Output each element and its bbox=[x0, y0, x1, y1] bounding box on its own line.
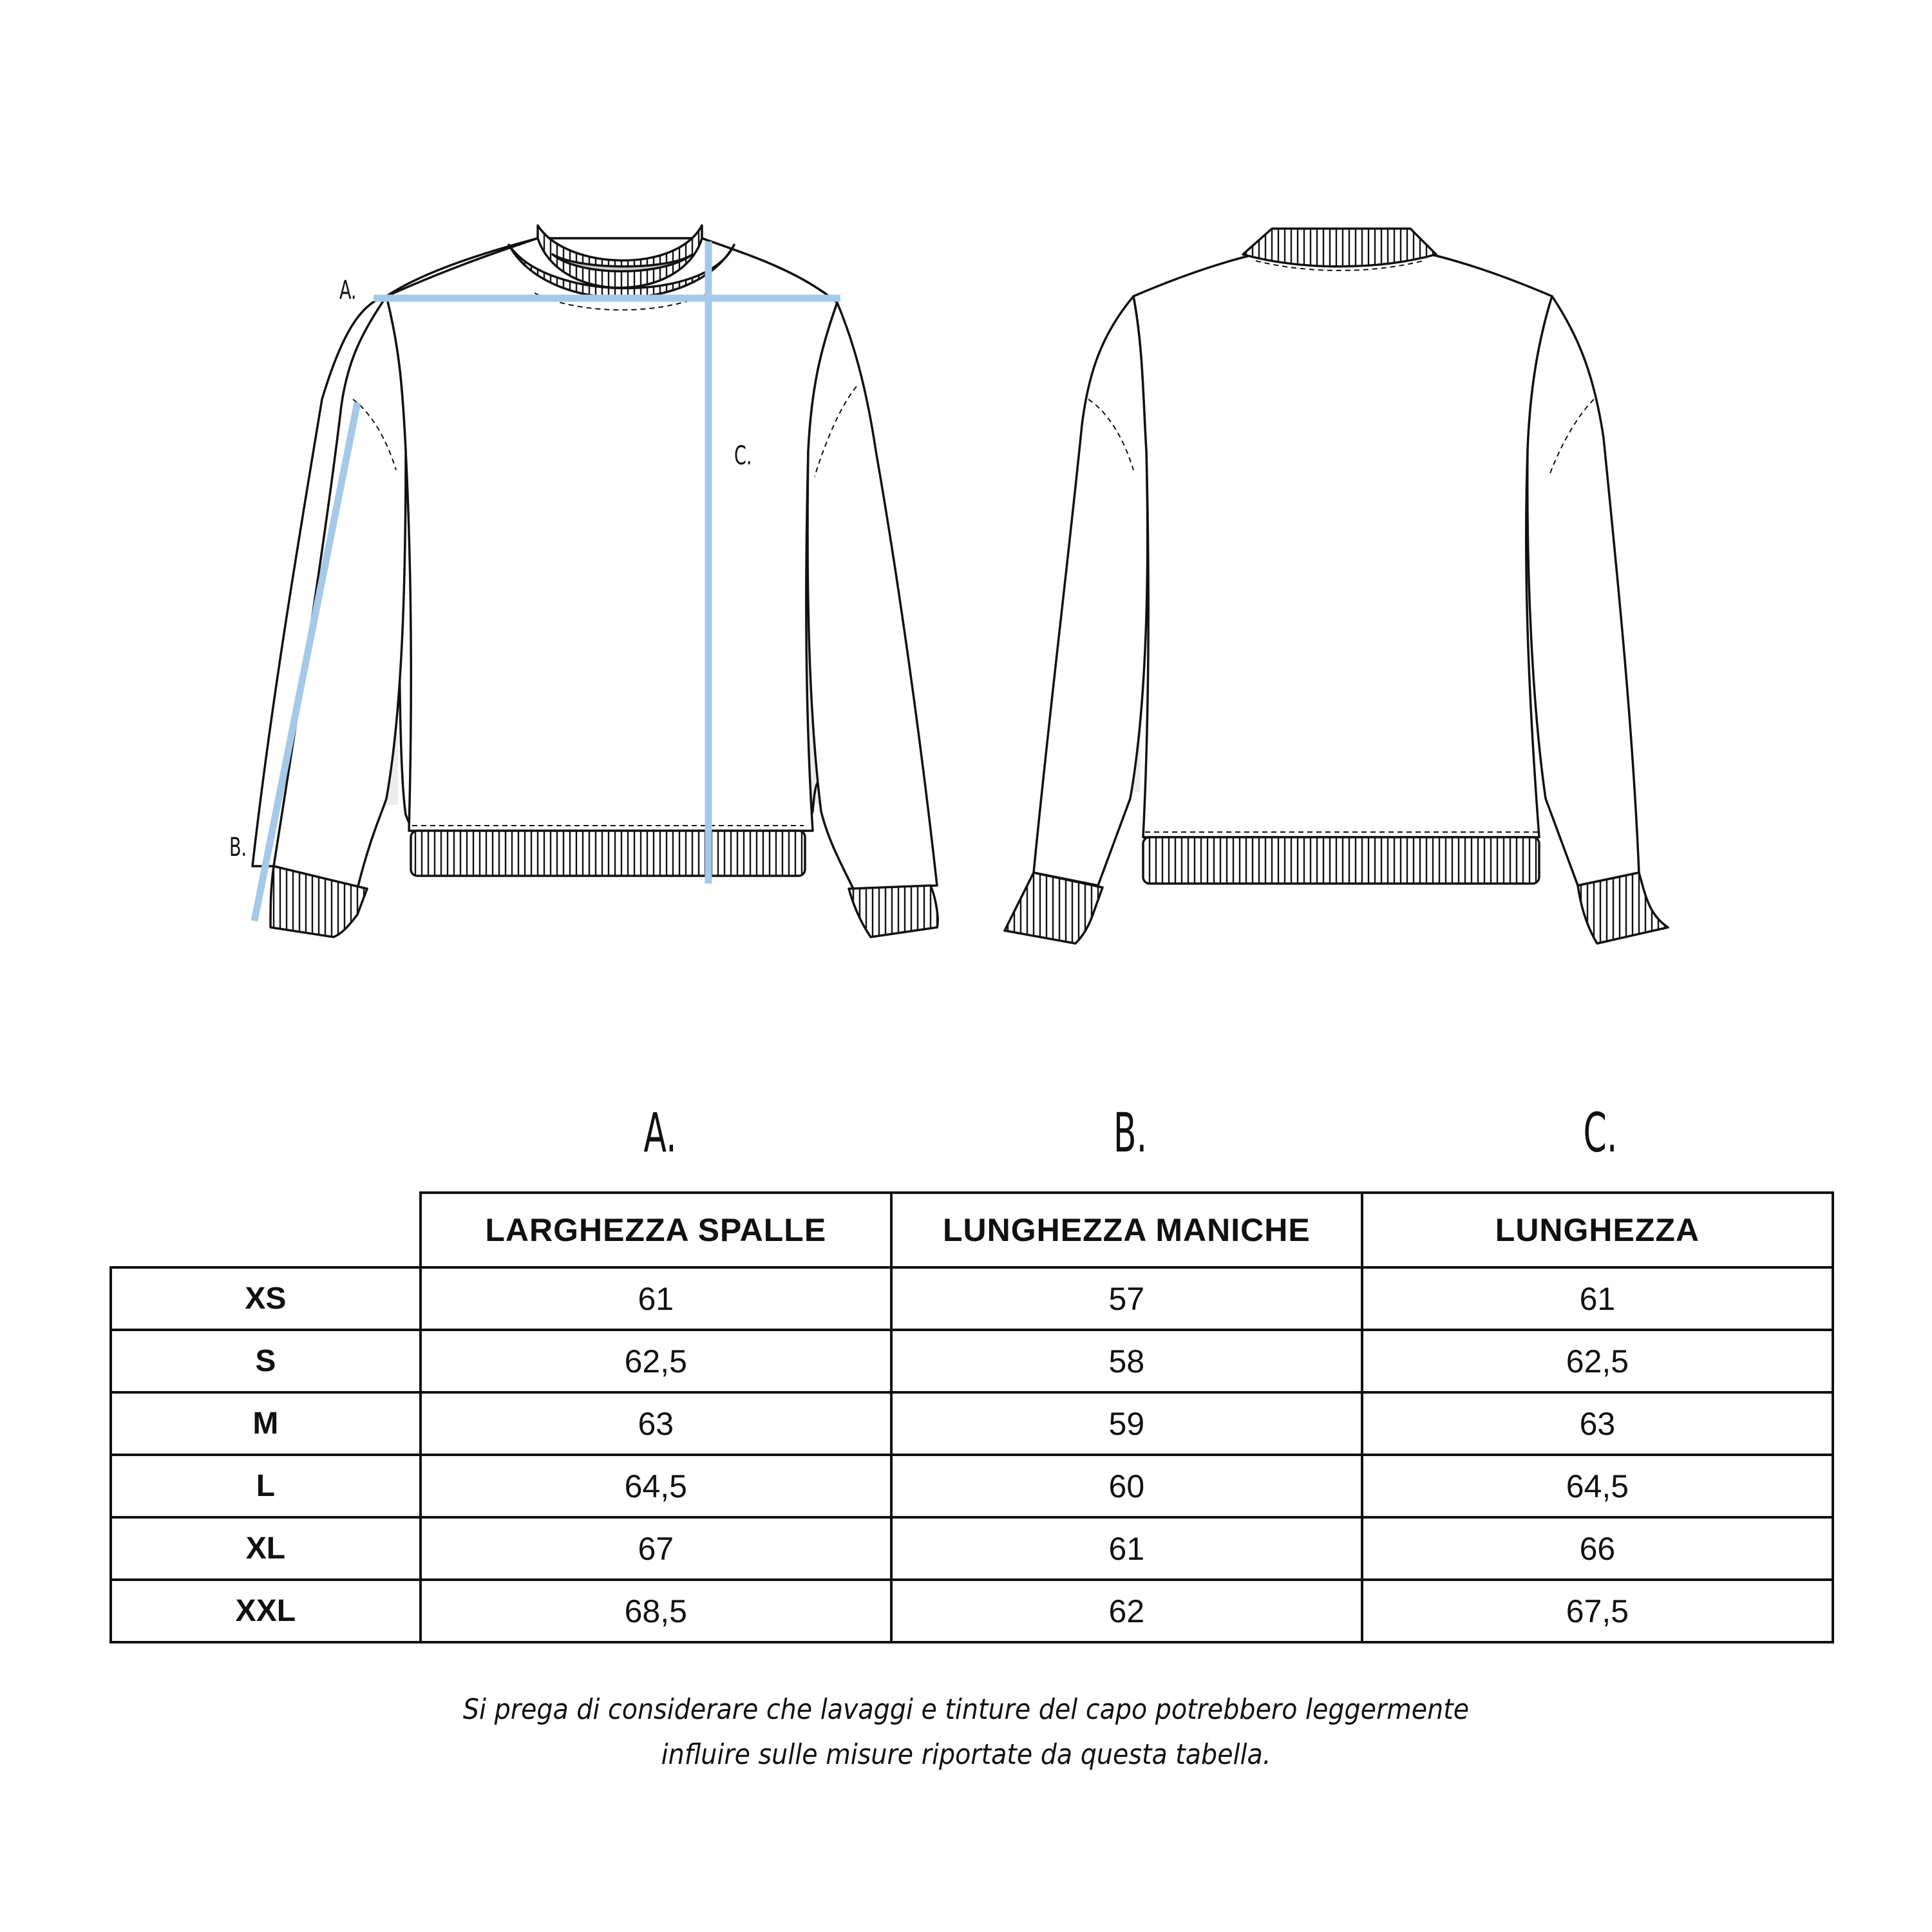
back-hem-band bbox=[1143, 837, 1539, 884]
front-hem-band bbox=[411, 831, 805, 876]
size-cell: M bbox=[111, 1392, 421, 1455]
column-letter-c: C. bbox=[1583, 1101, 1618, 1164]
value-cell-b: 62 bbox=[891, 1580, 1362, 1642]
header-lunghezza: LUNGHEZZA bbox=[1362, 1193, 1833, 1267]
value-cell-c: 64,5 bbox=[1362, 1455, 1833, 1517]
back-left-sleeve bbox=[1034, 296, 1148, 886]
value-cell-c: 63 bbox=[1362, 1392, 1833, 1455]
table-row bbox=[111, 1455, 1833, 1517]
front-torso bbox=[386, 238, 837, 831]
back-left-cuff bbox=[1005, 873, 1103, 943]
diagram-label-c: C. bbox=[734, 441, 752, 471]
value-cell-a: 63 bbox=[421, 1392, 891, 1455]
value-cell-b: 59 bbox=[891, 1392, 1362, 1455]
value-cell-a: 64,5 bbox=[421, 1455, 891, 1517]
table-row bbox=[111, 1267, 1833, 1330]
back-right-sleeve bbox=[1528, 296, 1639, 886]
table-corner-cell bbox=[111, 1193, 421, 1267]
care-note bbox=[0, 1687, 1932, 1777]
column-letter-a: A. bbox=[643, 1101, 677, 1164]
size-cell: S bbox=[111, 1330, 421, 1392]
table-row bbox=[111, 1330, 1833, 1392]
size-cell: L bbox=[111, 1455, 421, 1517]
back-torso bbox=[1133, 251, 1552, 837]
header-larghezza-spalle: LARGHEZZA SPALLE bbox=[421, 1193, 891, 1267]
value-cell-a: 68,5 bbox=[421, 1580, 891, 1642]
value-cell-b: 57 bbox=[891, 1267, 1362, 1330]
value-cell-c: 66 bbox=[1362, 1517, 1833, 1580]
table-row bbox=[111, 1517, 1833, 1580]
front-right-cuff bbox=[849, 886, 938, 937]
care-note-line-2: influire sulle misure riportate da questa tabella. bbox=[661, 1738, 1271, 1771]
front-view bbox=[252, 225, 938, 937]
header-lunghezza-maniche: LUNGHEZZA MANICHE bbox=[891, 1193, 1362, 1267]
back-right-cuff bbox=[1578, 873, 1668, 943]
size-cell: XS bbox=[111, 1267, 421, 1330]
value-cell-a: 67 bbox=[421, 1517, 891, 1580]
table-row bbox=[111, 1580, 1833, 1642]
value-cell-c: 62,5 bbox=[1362, 1330, 1833, 1392]
care-note-line-1: Si prega di considerare che lavaggi e tinture del capo potrebbero leggermente bbox=[462, 1693, 1470, 1726]
value-cell-c: 61 bbox=[1362, 1267, 1833, 1330]
back-view bbox=[1005, 229, 1668, 943]
size-table bbox=[109, 1191, 1834, 1643]
diagram-label-a: A. bbox=[339, 276, 357, 305]
table-row bbox=[111, 1392, 1833, 1455]
column-letter-b: B. bbox=[1113, 1101, 1148, 1164]
value-cell-b: 60 bbox=[891, 1455, 1362, 1517]
back-collar bbox=[1243, 229, 1436, 267]
size-cell: XL bbox=[111, 1517, 421, 1580]
value-cell-b: 58 bbox=[891, 1330, 1362, 1392]
value-cell-a: 62,5 bbox=[421, 1330, 891, 1392]
front-right-sleeve bbox=[808, 303, 937, 889]
value-cell-b: 61 bbox=[891, 1517, 1362, 1580]
table-header-row bbox=[111, 1193, 1833, 1267]
size-cell: XXL bbox=[111, 1580, 421, 1642]
value-cell-c: 67,5 bbox=[1362, 1580, 1833, 1642]
value-cell-a: 61 bbox=[421, 1267, 891, 1330]
diagram-label-b: B. bbox=[229, 833, 247, 862]
